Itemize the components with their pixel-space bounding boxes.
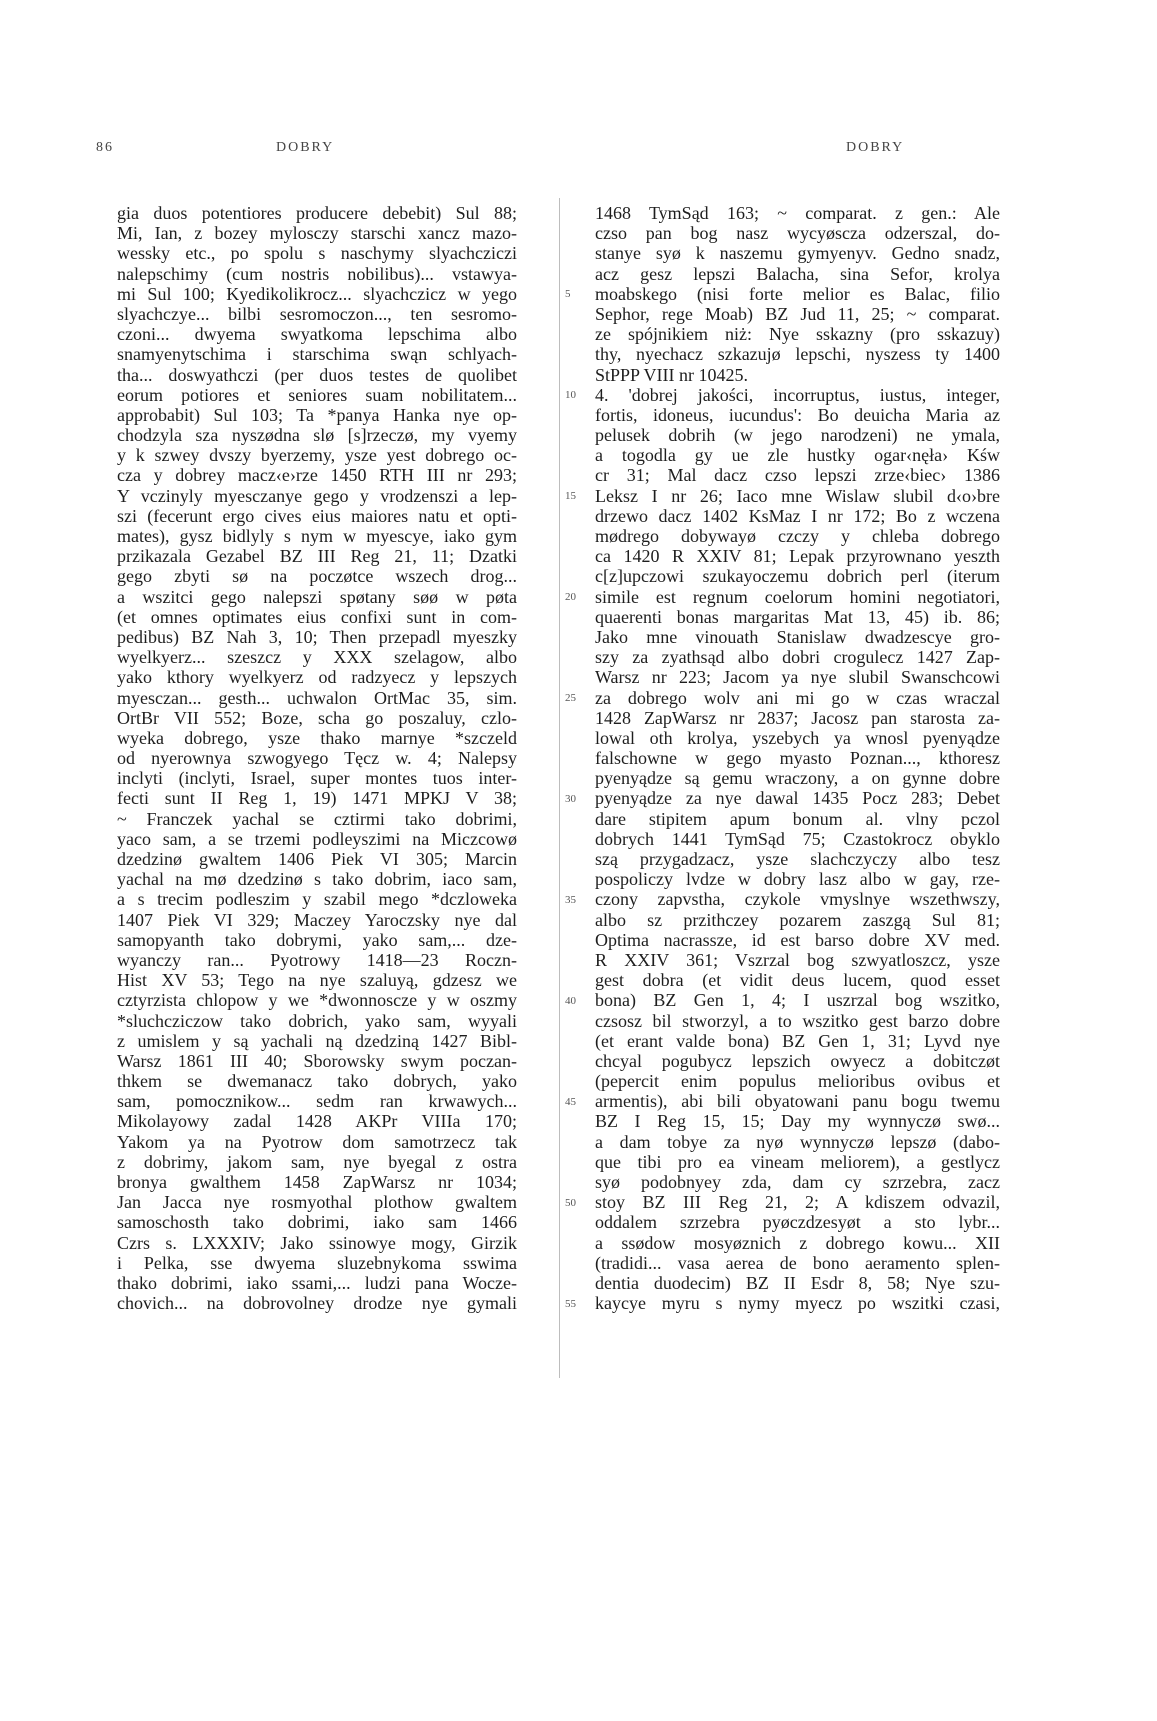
- text-line: bona) BZ Gen 1, 4; I uszrzal bog wszitko,: [595, 990, 1000, 1011]
- text-line: stoy BZ III Reg 21, 2; A kdiszem odvazil,: [595, 1192, 1000, 1213]
- text-line: slyachczye... bilbi sesromoczon..., ten sesromo-: [117, 303, 517, 324]
- text-line: approbabit) Sul 103; Ta *panya Hanka nye op-: [117, 404, 517, 425]
- text-line: od nyerownya szwogyego Tęcz w. 4; Nalepsy: [117, 748, 517, 769]
- line-number: 40: [565, 994, 576, 1007]
- text-line: a s trecim podleszim y szabil mego *dczloweka: [117, 889, 517, 910]
- text-line: szy za zyathsąd albo dobri crogulecz 1427 Zap-: [595, 647, 1000, 668]
- text-line: samoschosth tako dobrimi, iako sam 1466: [117, 1212, 517, 1233]
- text-line: pelusek dobrih (w jego narodzeni) ne ymala,: [595, 425, 1000, 446]
- line-number: 15: [565, 489, 576, 502]
- text-line: fortis, idoneus, iucundus': Bo deuicha Maria az: [595, 404, 1000, 425]
- text-line: (tradidi... vasa aerea de bono aeramento splen-: [595, 1252, 1000, 1273]
- text-line: Sephor, rege Moab) BZ Jud 11, 25; ~ comparat.: [595, 303, 1000, 324]
- text-line: cr 31; Mal dacz czso lepszi zrze‹biec› 1386: [595, 465, 1000, 486]
- text-line: Czrs s. LXXXIV; Jako ssinowye mogy, Girzik: [117, 1232, 517, 1253]
- text-line: szą przygadzacz, ysze slachczyczy albo tesz: [595, 849, 1000, 869]
- text-line: StPPP VIII nr 10425.: [595, 364, 749, 385]
- text-line: oddalem szrzebra pyøczdzesyøt a sto lybr...: [595, 1212, 1000, 1233]
- text-line: thy, nyechacz szkazujø lepschi, nyszess ty 1400: [595, 344, 1000, 365]
- text-line: z umislem y są yachali ną dzedziną 1427 Bibl-: [117, 1030, 517, 1051]
- text-line: cztyrzista chlopow y we *dwonnoscze y w oszmy: [117, 990, 517, 1011]
- text-line: 1407 Piek VI 329; Maczey Yaroczsky nye dal: [117, 909, 517, 930]
- running-head-right: DOBRY: [846, 140, 905, 155]
- line-number: 35: [565, 893, 576, 906]
- text-line: BZ I Reg 15, 15; Day my wynnyczø swø...: [595, 1111, 1000, 1132]
- text-line: kaycye myru s nymy myecz po wszitki czasi,: [595, 1293, 1000, 1314]
- text-line: thkem se dwemanacz tako dobrych, yako: [117, 1071, 517, 1092]
- text-line: wessky etc., po spolu s naschymy slyachcziczi: [117, 243, 517, 264]
- text-line: R XXIV 361; Vszrzal bog szwyatloszcz, ysze: [595, 949, 1000, 970]
- text-line: Optima nacrassze, id est barso dobre XV med.: [595, 929, 1000, 950]
- text-line: a togodla gy ue zle hustky ogar‹nęła› Kśw: [595, 445, 1000, 466]
- line-number: 30: [565, 792, 576, 805]
- text-line: a dam tobye za nyø wynnyczø lepszø (dabo-: [595, 1131, 1000, 1152]
- text-line: czoni... dwyema swyatkoma lepschima albo: [117, 324, 517, 345]
- text-line: z dobrimy, jakom sam, nye byegal z ostra: [117, 1151, 517, 1172]
- text-line: dentia duodecim) BZ II Esdr 8, 58; Nye szu-: [595, 1272, 1000, 1293]
- text-line: mi Sul 100; Kyedikolikrocz... slyachczicz w yego: [117, 283, 517, 304]
- text-line: Mi, Ian, z bozey mylosczy starschi xancz mazo-: [117, 223, 517, 244]
- text-line: mates), gysz bidlyly s nym w myescye, iako gym: [117, 526, 517, 546]
- text-line: lowal oth krolya, yszebych ya wnosl pyenyądze: [595, 727, 1000, 748]
- text-line: Warsz nr 223; Jacom ya nye slubil Swanschcowi: [595, 667, 1000, 688]
- page-number: 86: [96, 140, 114, 155]
- text-line: acz gesz lepszi Balacha, sina Sefor, krolya: [595, 263, 1000, 284]
- text-line: 1428 ZapWarsz nr 2837; Jacosz pan starosta za-: [595, 707, 1000, 728]
- text-line: sam, pomocznikow... sedm ran krwawych...: [117, 1091, 517, 1112]
- text-line: a ssødow mosyøznich z dobrego kowu... XII: [595, 1232, 1000, 1253]
- text-line: y k szwey dvszy byerzemy, ysze yest dobrego oc-: [117, 445, 517, 466]
- text-line: gia duos potentiores producere debebit) Sul 88;: [117, 203, 517, 223]
- text-line: yaco sam, a se trzemi podleyszimi na Miczcowø: [117, 828, 517, 849]
- text-line: dare stipitem apum bonum al. vlny pczol: [595, 808, 1000, 829]
- text-line: drzewo dacz 1402 KsMaz I nr 172; Bo z wczena: [595, 505, 1000, 526]
- text-line: pedibus) BZ Nah 3, 10; Then przepadl myeszky: [117, 626, 517, 647]
- text-line: Y vczinyly myesczanye gego y vrodzenszi a lep-: [117, 485, 517, 506]
- text-line: gego zbyti sø na poczøtce wszech drog...: [117, 566, 517, 587]
- text-line: chovich... na dobrovolney drodze nye gymali: [117, 1293, 517, 1314]
- text-line: tha... doswyathczi (per duos testes de quolibet: [117, 364, 517, 385]
- text-line: pyenyądze są gemu wraczony, a on gynne dobre: [595, 768, 1000, 789]
- text-line: stanye syø k naszemu gymyenyv. Gedno snadz,: [595, 243, 1000, 264]
- text-line: (et erant valde bona) BZ Gen 1, 31; Lyvd nye: [595, 1030, 1000, 1051]
- left-column: [117, 203, 517, 1313]
- text-line: thako dobrimi, iako ssami,... ludzi pana Wocze-: [117, 1272, 517, 1293]
- text-line: ze spójnikiem niż: Nye sskazny (pro sskazuy): [595, 324, 1000, 345]
- text-line: OrtBr VII 552; Boze, scha go poszaluy, czlo-: [117, 707, 517, 728]
- text-line: i Pelka, sse dwyema sluzebnykoma sswima: [117, 1252, 517, 1273]
- text-line: Jako mne vinouath Stanislaw dwadzescye gro-: [595, 626, 1000, 647]
- text-line: mødrego dobywayø czczy y chleba dobrego: [595, 526, 1000, 546]
- running-head-left: DOBRY: [276, 140, 335, 155]
- text-line: (et omnes optimates eius confixi sunt in com-: [117, 606, 517, 627]
- text-line: ~ Franczek yachal se cztirmi tako dobrimi,: [117, 808, 517, 829]
- text-line: albo sz przithczey pozarem zaszgą Sul 81;: [595, 909, 1000, 930]
- text-line: syø podobnyey zda, dam cy szrzebra, zacz: [595, 1172, 1000, 1192]
- text-line: za dobrego wolv ani mi go w czas wraczal: [595, 687, 1000, 708]
- text-line: c[z]upczowi szukayoczemu dobrich perl (iterum: [595, 566, 1000, 587]
- text-line: chodzyla sza nyszødna slø [s]rzeczø, my vyemy: [117, 425, 517, 446]
- text-line: czony zapvstha, czykole vmyslnye wszethwszy,: [595, 889, 1000, 910]
- text-line: Jan Jacca nye rosmyothal plothow gwaltem: [117, 1192, 517, 1213]
- text-line: dzedzinø gwaltem 1406 Piek VI 305; Marcin: [117, 849, 517, 869]
- text-line: eorum potiores et seniores suam nobilitatem...: [117, 384, 517, 405]
- text-line: inclyti (inclyti, Israel, super montes tuos inter-: [117, 768, 517, 789]
- text-line: czsosz bil stworzyl, a to wszitko gest barzo dobre: [595, 1010, 1000, 1031]
- text-line: moabskego (nisi forte melior es Balac, filio: [595, 283, 1000, 304]
- text-line: simile est regnum coelorum homini negotiatori,: [595, 586, 1000, 607]
- text-line: Mikolayowy zadal 1428 AKPr VIIIa 170;: [117, 1111, 517, 1132]
- text-line: 4. 'dobrej jakości, incorruptus, iustus, integer,: [595, 384, 1000, 405]
- text-line: wyelkyerz... szeszcz y XXX szelagow, albo: [117, 647, 517, 668]
- right-column: [595, 203, 1000, 1313]
- line-number: 45: [565, 1095, 576, 1108]
- line-number: 50: [565, 1196, 576, 1209]
- text-line: (pepercit enim populus melioribus ovibus et: [595, 1071, 1000, 1092]
- text-line: cza y dobrey macz‹e›rze 1450 RTH III nr 293;: [117, 465, 517, 486]
- text-line: Leksz I nr 26; Iaco mne Wislaw slubil d‹o›bre: [595, 485, 1000, 506]
- text-line: myesczan... gesth... uchwalon OrtMac 35, sim.: [117, 687, 517, 708]
- text-line: pospoliczy lvdze w dobry lasz albo w gay, rze-: [595, 869, 1000, 890]
- text-line: dobrych 1441 TymSąd 75; Czastokrocz obyklo: [595, 828, 1000, 849]
- text-line: samopyanth tako dobrymi, yako sam,... dze-: [117, 929, 517, 950]
- line-number: 55: [565, 1297, 576, 1310]
- text-line: *sluchcziczow tako dobrich, yako sam, wyyali: [117, 1010, 517, 1031]
- text-line: a wszitci gego nalepszi spøtany søø w pøta: [117, 586, 517, 607]
- text-line: fecti sunt II Reg 1, 19) 1471 MPKJ V 38;: [117, 788, 517, 809]
- text-line: czso pan bog nasz wycyøscza odzerszal, do-: [595, 223, 1000, 244]
- line-number: 25: [565, 691, 576, 704]
- text-line: pyenyądze za nye dawal 1435 Pocz 283; Debet: [595, 788, 1000, 809]
- text-line: wyeka dobrego, ysze thako marnye *szczeld: [117, 727, 517, 748]
- text-line: yako kthory wyelkyerz od radzyecz y lepszych: [117, 667, 517, 688]
- text-line: armentis), abi bili obyatowani panu bogu twemu: [595, 1091, 1000, 1112]
- text-line: Hist XV 53; Tego na nye szaluyą, gdzesz we: [117, 970, 517, 991]
- text-line: wyanczy ran... Pyotrowy 1418—23 Roczn-: [117, 949, 517, 970]
- line-number: 5: [565, 287, 571, 300]
- text-line: ca 1420 R XXIV 81; Lepak przyrownano yeszth: [595, 546, 1000, 567]
- text-line: przikazala Gezabel BZ III Reg 21, 11; Dzatki: [117, 546, 517, 567]
- text-line: falschowne w gego myasto Poznan..., kthoresz: [595, 748, 1000, 769]
- text-line: szi (fecerunt ergo cives eius maiores natu et opti-: [117, 505, 517, 526]
- line-number: 10: [565, 388, 576, 401]
- text-line: yachal na mø dzedzinø s tako dobrim, iaco sam,: [117, 869, 517, 890]
- line-number: 20: [565, 590, 576, 603]
- text-line: gest dobra (et vidit deus lucem, quod esset: [595, 970, 1000, 991]
- text-line: quaerenti bonas margaritas Mat 13, 45) ib. 86;: [595, 606, 1000, 627]
- text-line: Warsz 1861 III 40; Sborowsky swym poczan-: [117, 1050, 517, 1071]
- text-line: que tibi pro ea vineam meliorem), a gestlycz: [595, 1151, 1000, 1172]
- text-line: Yakom ya na Pyotrow dom samotrzecz tak: [117, 1131, 517, 1152]
- text-line: bronya gwalthem 1458 ZapWarsz nr 1034;: [117, 1172, 517, 1192]
- column-rule: [559, 198, 560, 1378]
- text-line: chcyal pogubycz lepszich owyecz a dobitczøt: [595, 1050, 1000, 1071]
- text-line: nalepschimy (cum nostris nobilibus)... vstawya-: [117, 263, 517, 284]
- text-line: 1468 TymSąd 163; ~ comparat. z gen.: Ale: [595, 203, 1000, 223]
- text-line: snamyenytschima i starschima swąn schlyach-: [117, 344, 517, 365]
